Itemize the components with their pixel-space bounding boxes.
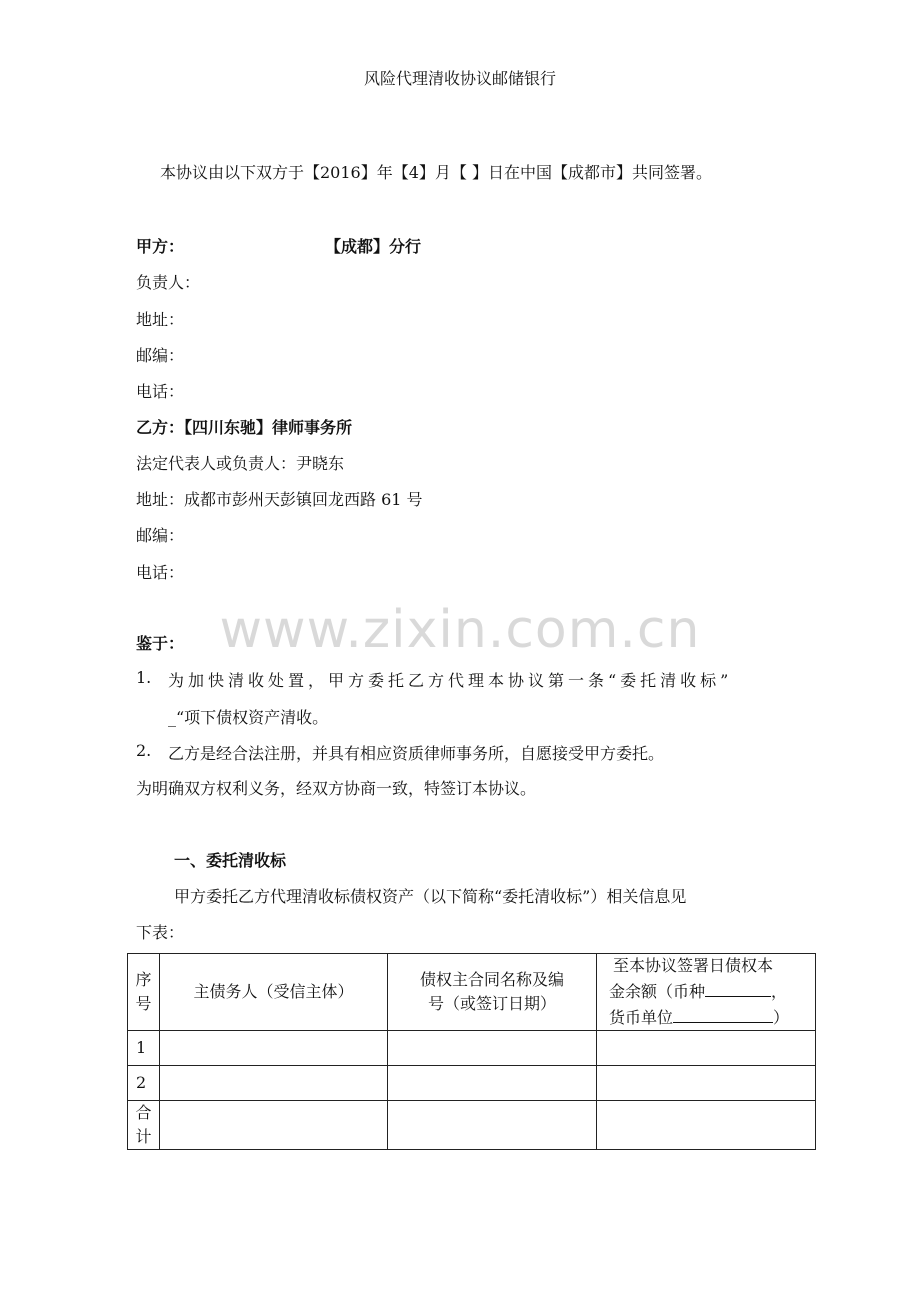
row-2-contract [388,1066,597,1101]
table-row [128,1066,816,1101]
party-b-phone: 电话： [136,563,185,582]
claims-table [127,953,816,1150]
row-2-seq: 2 [128,1066,160,1101]
total-balance [597,1101,816,1150]
recital-2-text: 乙方是经合法注册，并具有相应资质律师事务所，自愿接受甲方委托。 [168,744,665,763]
document-title: 风险代理清收协议邮储银行 [363,69,556,88]
party-b-address: 地址：成都市彭州天彭镇回龙西路 61 号 [136,490,423,509]
recitals-closing: 为明确双方权利义务，经双方协商一致，特签订本协议。 [136,779,537,798]
recital-1-number: 1. [136,668,152,687]
row-1-balance [597,1031,816,1066]
section-1-heading: 一、委托清收标 [174,851,287,870]
header-debtor: 主债务人（受信主体） [160,954,388,1031]
row-1-debtor [160,1031,388,1066]
section-1-paragraph-line1: 甲方委托乙方代理清收标债权资产（以下简称“委托清收标”）相关信息见 [174,887,687,906]
party-b-heading: 乙方：【四川东驰】律师事务所 [136,418,353,437]
recital-2-number: 2. [136,741,152,760]
party-a-address: 地址： [136,310,185,329]
recitals-heading: 鉴于： [136,634,185,653]
party-a-label: 甲方： [136,237,185,256]
party-a-name: 【成都】分行 [325,237,422,256]
recital-1-line2: _“项下债权资产清收。 [168,708,329,727]
total-label: 合计 [128,1101,160,1150]
row-2-balance [597,1066,816,1101]
row-2-debtor [160,1066,388,1101]
intro-paragraph: 本协议由以下双方于【2016】年【4】月【 】日在中国【成都市】共同签署。 [160,163,712,182]
table-row [128,1031,816,1066]
watermark: www.zixin.com.cn [219,600,701,660]
party-a-responsible: 负责人： [136,273,201,292]
header-balance: 至本协议签署日债权本 金余额（币种 ， 货币单位 ） [597,954,816,1031]
party-a-postcode: 邮编： [136,346,185,365]
party-b-postcode: 邮编： [136,526,185,545]
party-a-phone: 电话： [136,382,185,401]
total-debtor [160,1101,388,1150]
row-1-seq: 1 [128,1031,160,1066]
recital-1-line1: 为加快清收处置，甲方委托乙方代理本协议第一条“委托清收标” [168,671,733,690]
party-b-representative: 法定代表人或负责人：尹晓东 [136,454,345,473]
header-contract: 债权主合同名称及编 号（或签订日期） [388,954,597,1031]
table-total-row [128,1101,816,1150]
row-1-contract [388,1031,597,1066]
section-1-paragraph-line2: 下表： [136,923,185,942]
header-seq: 序号 [128,954,160,1031]
total-contract [388,1101,597,1150]
table-header-row [128,954,816,1031]
